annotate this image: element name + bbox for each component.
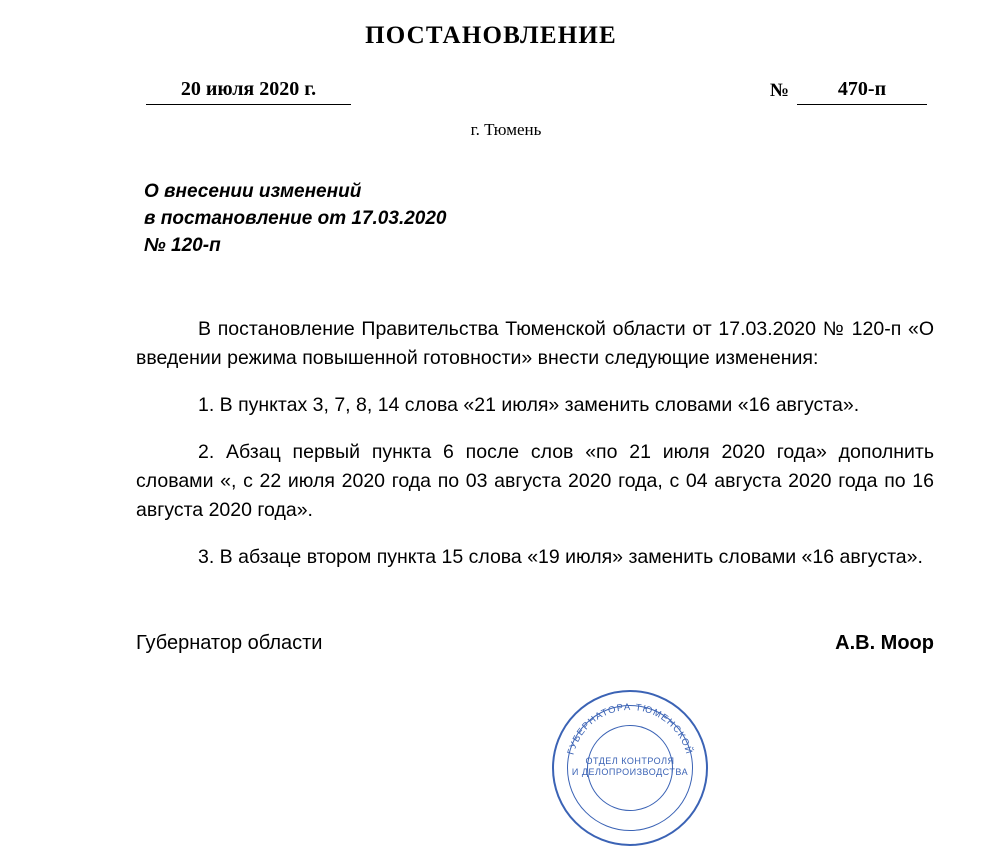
document-subject-line: О внесении изменений	[144, 181, 362, 202]
signatory-title: Губернатор области	[136, 632, 323, 654]
document-number-label: №	[769, 80, 789, 101]
stamp-center-line: ОТДЕЛ КОНТРОЛЯ	[585, 756, 675, 766]
document-number-group	[770, 78, 927, 105]
signatory-name: А.В. Моор	[835, 632, 934, 654]
stamp-arc-label: ГУБЕРНАТОРА ТЮМЕНСКОЙ	[565, 701, 695, 757]
document-page	[0, 22, 982, 777]
stamp-center-text	[554, 756, 706, 778]
stamp-center-line: И ДЕЛОПРОИЗВОДСТВА	[571, 767, 689, 777]
document-meta-row	[0, 78, 982, 112]
document-subject-line: в постановление от 17.03.2020	[144, 208, 447, 229]
svg-text:ГУБЕРНАТОРА ТЮМЕНСКОЙ	[566, 702, 696, 756]
official-stamp	[552, 690, 708, 846]
document-date: 20 июля 2020 г.	[146, 78, 351, 105]
page-title: ПОСТАНОВЛЕНИЕ	[365, 22, 617, 49]
document-body	[136, 315, 934, 572]
document-number-value: 470-п	[797, 78, 927, 105]
body-paragraph: 2. Абзац первый пункта 6 после слов «по 21 июля 2020 года» дополнить словами «, с 22 июля 2020 года по 03 августа 2020 года, с 04 августа 2020 года по 16 августа 2020 года».	[136, 441, 934, 521]
body-paragraph: 3. В абзаце втором пункта 15 слова «19 июля» заменить словами «16 августа».	[198, 546, 923, 568]
document-city: г. Тюмень	[470, 120, 542, 139]
document-subject	[144, 178, 564, 259]
body-paragraph: В постановление Правительства Тюменской области от 17.03.2020 № 120-п «О введении режима повышенной готовности» внести следующие изменения:	[136, 318, 934, 369]
signature-row	[136, 632, 934, 655]
body-paragraph: 1. В пунктах 3, 7, 8, 14 слова «21 июля» заменить словами «16 августа».	[198, 394, 860, 416]
document-subject-line: № 120-п	[144, 235, 221, 256]
